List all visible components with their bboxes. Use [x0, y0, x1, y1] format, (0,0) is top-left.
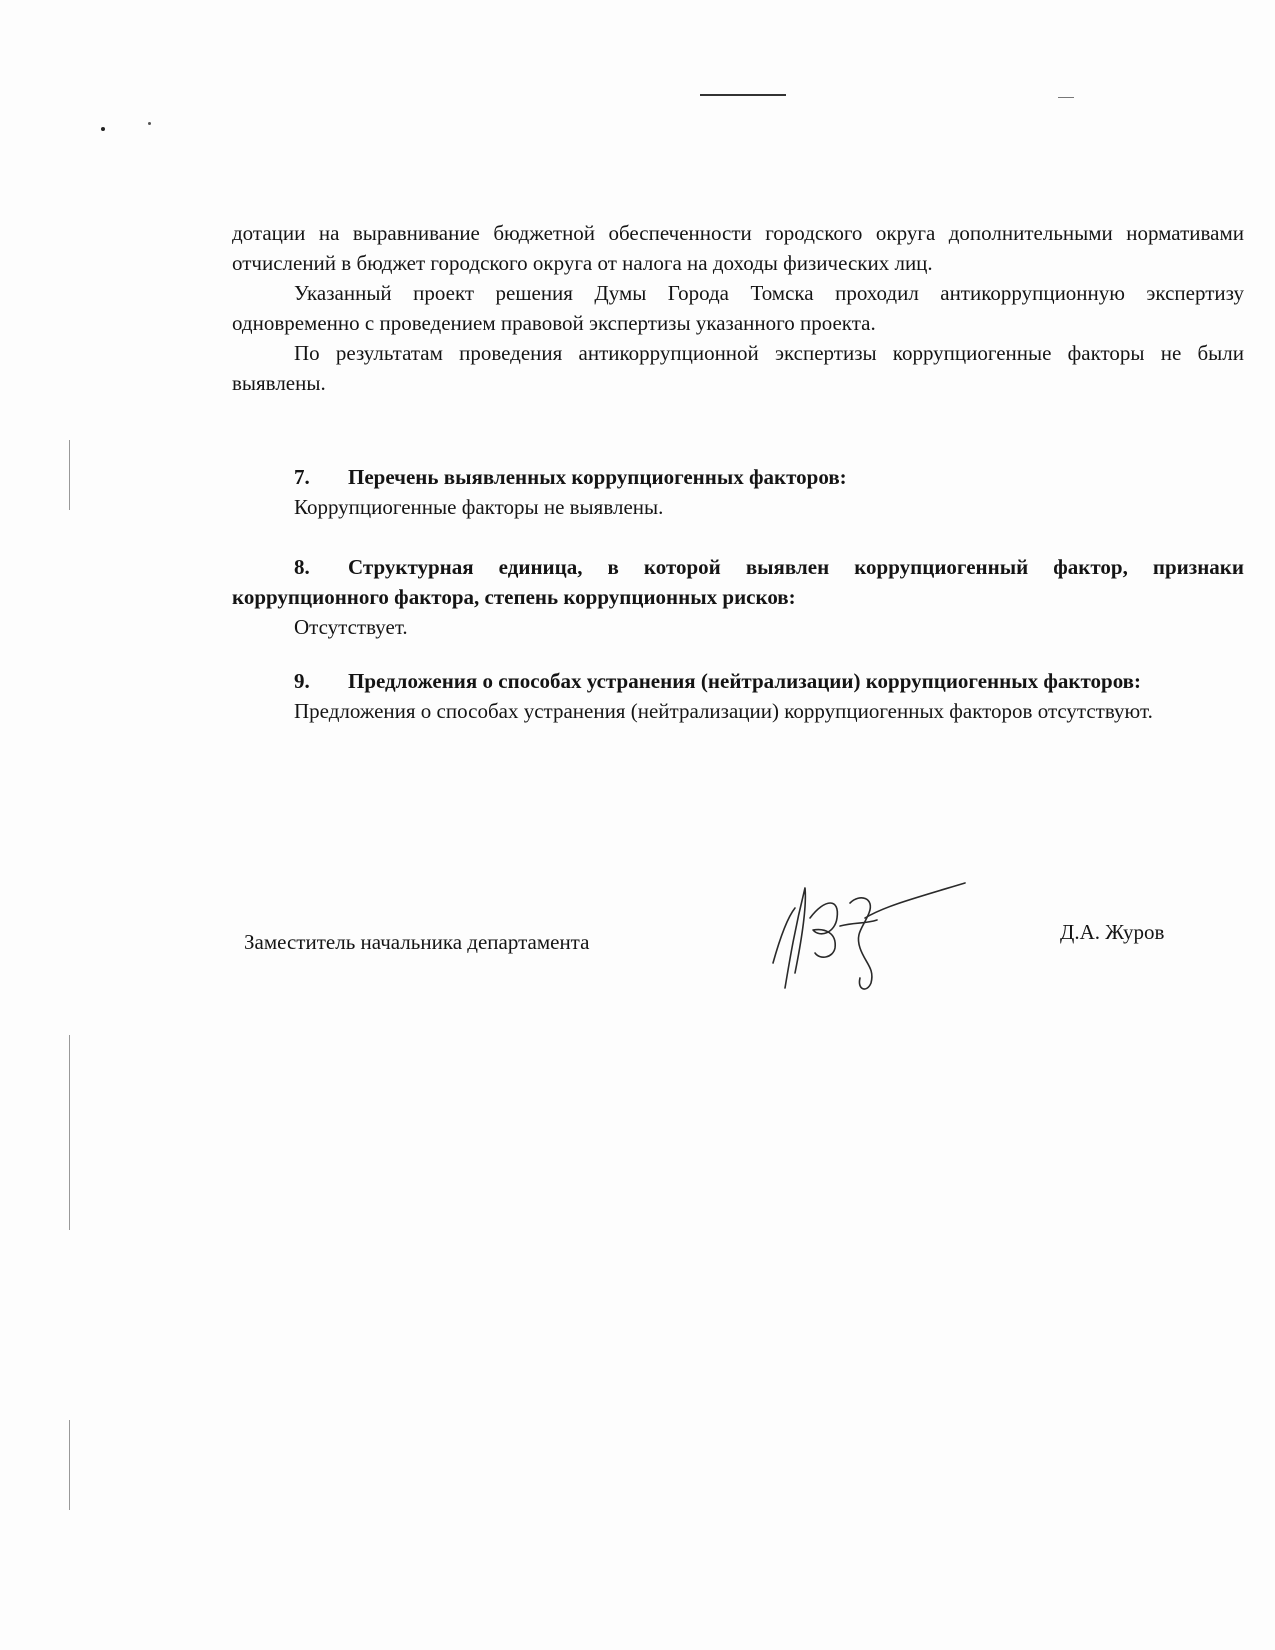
signature-row — [0, 920, 1275, 970]
scan-edge-line — [69, 440, 70, 510]
intro-block — [232, 218, 1244, 398]
section-number: 7. — [294, 465, 310, 489]
section-heading — [232, 462, 1244, 492]
section-body: Коррупциогенные факторы не выявлены. — [294, 495, 664, 519]
section-number: 8. — [294, 555, 310, 579]
scan-mark-line-small — [1058, 97, 1074, 98]
section-heading — [232, 552, 1244, 612]
section-body: Отсутствует. — [294, 615, 408, 639]
signer-name: Д.А. Журов — [1060, 920, 1165, 944]
section-9 — [232, 666, 1244, 726]
intro-paragraph-2: Указанный проект решения Думы Города Томска проходил антикоррупционную экспертизу одновременно с проведением правовой экспертизы указанного проекта. — [232, 281, 1244, 335]
scan-dot — [101, 127, 105, 131]
section-number: 9. — [294, 669, 310, 693]
section-body: Предложения о способах устранения (нейтрализации) коррупциогенных факторов отсутствуют. — [294, 699, 1153, 723]
scan-edge-line — [69, 1035, 70, 1230]
intro-paragraph-3: По результатам проведения антикоррупционной экспертизы коррупциогенные факторы не были выявлены. — [232, 341, 1244, 395]
scan-dot — [148, 122, 151, 125]
section-7 — [232, 462, 1244, 522]
scan-edge-line — [69, 1420, 70, 1510]
handwritten-signature — [765, 878, 985, 998]
section-heading-text: Структурная единица, в которой выявлен коррупциогенный фактор, признаки коррупционного фактора, степень коррупционных рисков: — [232, 555, 1244, 609]
signer-position: Заместитель начальника департамента — [244, 930, 590, 954]
intro-paragraph-1: дотации на выравнивание бюджетной обеспеченности городского округа дополнительными нормативами отчислений в бюджет городского округа от налога на доходы физических лиц. — [232, 221, 1244, 275]
section-8 — [232, 552, 1244, 642]
section-heading-text: Перечень выявленных коррупциогенных факторов: — [348, 465, 847, 489]
section-heading — [232, 666, 1244, 696]
scan-mark-line — [700, 94, 786, 96]
section-heading-text: Предложения о способах устранения (нейтрализации) коррупциогенных факторов: — [348, 669, 1142, 693]
